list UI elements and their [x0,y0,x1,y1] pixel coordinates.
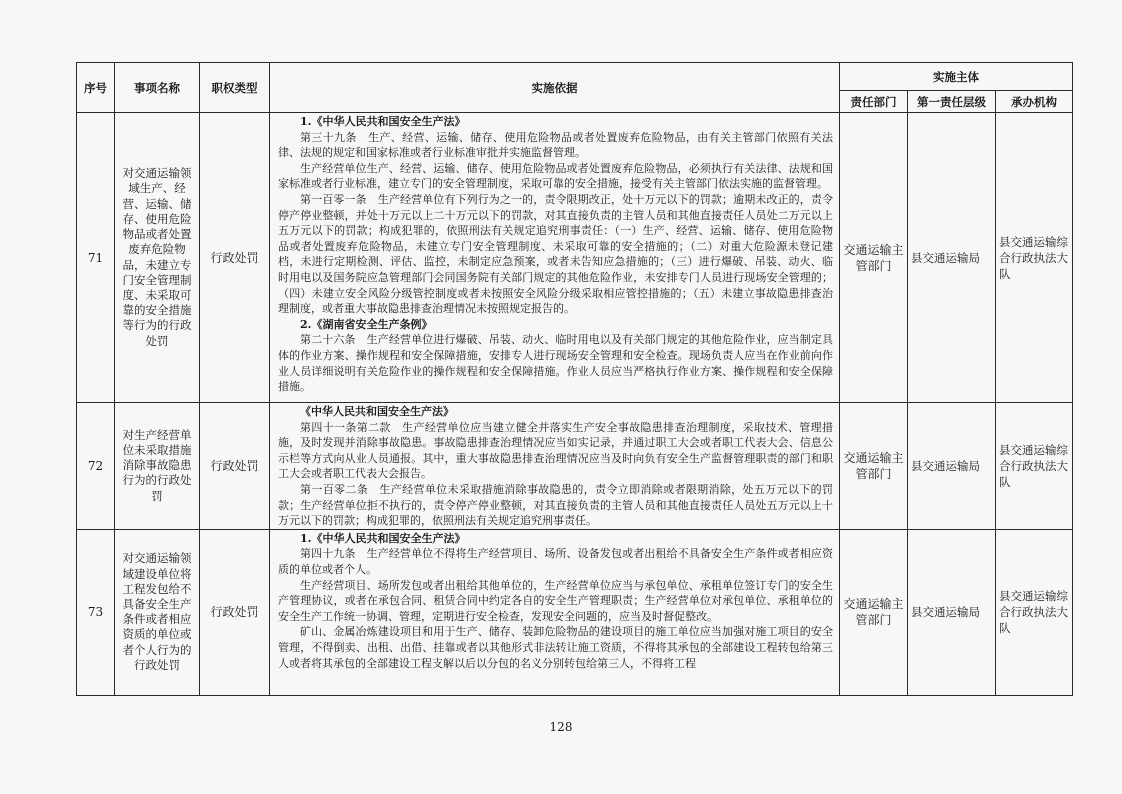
row-name: 对交通运输领域建设单位将工程发包给不具备安全生产条件或者相应资质的单位或者个人行为的行政处罚 [115,529,200,695]
row-dept: 交通运输主管部门 [840,529,908,695]
row-no: 71 [77,113,115,403]
row-level: 县交通运输局 [908,529,996,695]
row-no: 72 [77,403,115,530]
basis-paragraph: 生产经营单位生产、经营、运输、储存、使用危险物品或者处置废弃危险物品，必须执行有关法律、法规和国家标准或者行业标准，建立专门的安全管理制度，采取可靠的安全措施，接受有关主管部门依法实施的监督管理。 [278,161,833,191]
row-name: 对交通运输领域生产、经营、运输、储存、使用危险物品或者处置废弃危险物品，未建立专门安全管理制度、未采取可靠的安全措施等行为的行政处罚 [115,113,200,403]
row-type: 行政处罚 [200,113,270,403]
law-title: 1.《中华人民共和国安全生产法》 [300,115,466,128]
header-type: 职权类型 [200,63,270,113]
row-basis [270,529,840,695]
row-agency: 县交通运输综合行政执法大队 [996,403,1073,530]
law-title: 1.《中华人民共和国安全生产法》 [300,531,466,545]
basis-paragraph: 生产经营项目、场所发包或者出租给其他单位的，生产经营单位应当与承包单位、承租单位签订专门的安全生产管理协议，或者在承包合同、租赁合同中约定各自的安全生产管理职责；生产经营单位对承包单位、承租单位的安全生产工作统一协调、管理，定期进行安全检查，发现安全问题的，应当及时督促整改。 [278,578,833,623]
row-type: 行政处罚 [200,403,270,530]
table-row [77,529,1073,695]
row-dept: 交通运输主管部门 [840,113,908,403]
basis-paragraph: 第三十九条 生产、经营、运输、储存、使用危险物品或者处置废弃危险物品，由有关主管部门依照有关法律、法规的规定和国家标准或者行业标准审批并实施监督管理。 [278,130,833,160]
page-number: 128 [549,720,573,734]
table-row [77,113,1073,403]
row-basis [270,403,840,530]
header-dept: 责任部门 [840,91,908,113]
power-list-table [76,62,1073,696]
row-no: 73 [77,529,115,695]
row-agency: 县交通运输综合行政执法大队 [996,529,1073,695]
row-type: 行政处罚 [200,529,270,695]
basis-paragraph: 第二十六条 生产经营单位进行爆破、吊装、动火、临时用电以及有关部门规定的其他危险作业，应当制定具体的作业方案、操作规程和安全保障措施，安排专人进行现场安全管理和安全检查。现场负责人应当在作业前向作业人员详细说明有关危险作业的操作规程和安全保障措施。作业人员应当严格执行作业方案、操作规程和安全保障措施。 [278,333,833,394]
header-level: 第一责任层级 [908,91,996,113]
header-subject: 实施主体 [840,63,1073,91]
table-row [77,403,1073,530]
law-title: 2.《湖南省安全生产条例》 [300,317,433,331]
row-name: 对生产经营单位未采取措施消除事故隐患行为的行政处罚 [115,403,200,530]
row-agency: 县交通运输综合行政执法大队 [996,113,1073,403]
header-basis: 实施依据 [270,63,840,113]
law-title: 《中华人民共和国安全生产法》 [300,405,454,418]
basis-paragraph: 第一百零一条 生产经营单位有下列行为之一的，责令限期改正，处十万元以下的罚款；逾期未改正的，责令停产停业整顿，并处十万元以上二十万元以下的罚款，对其直接负责的主管人员和其他直接责任人员处二万元以上五万元以下的罚款；构成犯罪的，依照刑法有关规定追究刑事责任：（一）生产、经营、运输、储存、使用危险物品或者处置废弃危险物品，未建立专门安全管理制度、未采取可靠的安全措施的；（二）对重大危险源未登记建档，未进行定期检测、评估、监控，未制定应急预案，或者未告知应急措施的；（三）进行爆破、吊装、动火、临时用电以及国务院应急管理部门会同国务院有关部门规定的其他危险作业，未安排专门人员进行现场安全管理的；（四）未建立安全风险分级管控制度或者未按照安全风险分级采取相应管控措施的；（五）未建立事故隐患排查治理制度，或者重大事故隐患排查治理情况未按照规定报告的。 [278,192,833,316]
header-name: 事项名称 [115,63,200,113]
row-basis [270,113,840,403]
row-level: 县交通运输局 [908,113,996,403]
row-level: 县交通运输局 [908,403,996,530]
basis-paragraph: 第四十九条 生产经营单位不得将生产经营项目、场所、设备发包或者出租给不具备安全生产条件或者相应资质的单位或者个人。 [278,547,833,576]
header-no: 序号 [77,63,115,113]
basis-paragraph: 第四十一条第二款 生产经营单位应当建立健全并落实生产安全事故隐患排查治理制度，采取技术、管理措施，及时发现并消除事故隐患。事故隐患排查治理情况应当如实记录，并通过职工大会或者职工代表大会、信息公示栏等方式向从业人员通报。其中，重大事故隐患排查治理情况应当及时向负有安全生产监督管理职责的部门和职工大会或者职工代表大会报告。 [278,420,833,481]
basis-paragraph: 第一百零二条 生产经营单位未采取措施消除事故隐患的，责令立即消除或者限期消除，处五万元以下的罚款；生产经营单位拒不执行的，责令停产停业整顿，对其直接负责的主管人员和其他直接责任人员处五万元以上十万元以下的罚款；构成犯罪的，依照刑法有关规定追究刑事责任。 [278,482,833,528]
header-agency: 承办机构 [996,91,1073,113]
basis-paragraph: 矿山、金属冶炼建设项目和用于生产、储存、装卸危险物品的建设项目的施工单位应当加强对施工项目的安全管理，不得倒卖、出租、出借、挂靠或者以其他形式非法转让施工资质，不得将其承包的全部建设工程转包给第三人或者将其承包的全部建设工程支解以后以分包的名义分别转包给第三人，不得将工程 [278,625,833,670]
row-dept: 交通运输主管部门 [840,403,908,530]
